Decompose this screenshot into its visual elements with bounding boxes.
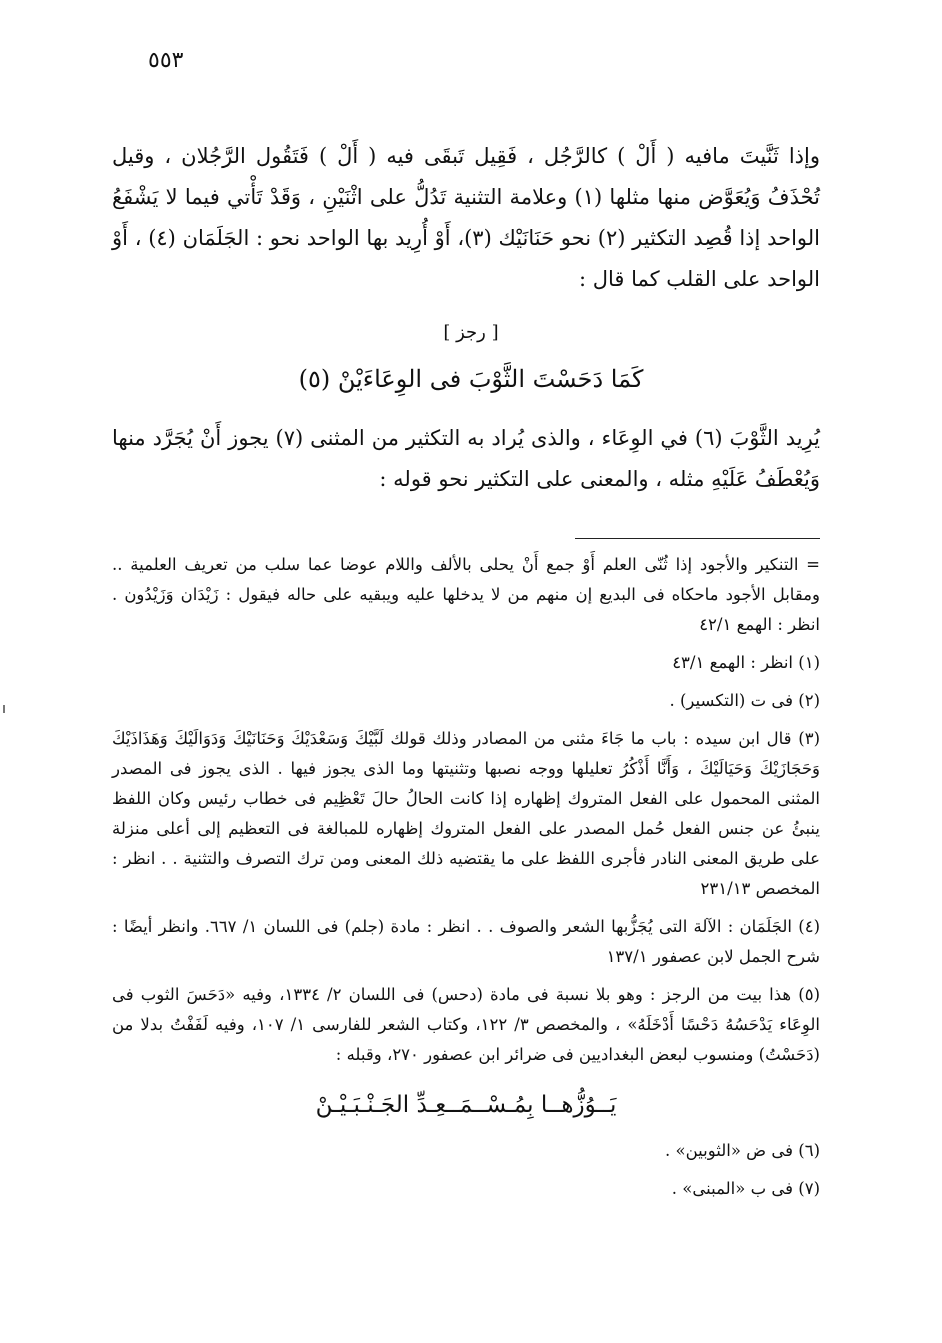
verse-meter-label: [ رجز ] <box>443 322 499 343</box>
main-paragraph-1 <box>112 136 820 300</box>
footnote-4: (٤) الجَلَمَان : الآلة التى يُجَزُّبها الشعر والصوف . . انظر : مادة (جلم) فى اللسان ١/ ٦٦٧. وانظر أيضًا : شرح الجمل لابن عصفور ١٣٧/١ <box>112 917 820 966</box>
main-paragraph-2 <box>112 418 820 500</box>
main-paragraph-1-text: وإذا ثَنَّيتَ مافيه ( أَلْ ) كالرَّجُل ، فَقِيل تَبقَى فيه ( أَلْ ) فَتَقُول الرَّجُلان ، وقيل تُحْذَفُ وَيُعَوَّض منها مثلها (١) وعلامة التثنية تَدُلُّ على اثْنَيْنِ ، وَقَدْ تَأْتي فيما لا يَشْفَعُ الواحد إذا قُصِد التكثير (٢) نحو حَنَانَيْك (٣)، أَوْ أُرِيد بها الواحد نحو : الجَلَمَان (٤) ، أَوْ الواحد على القلب كما قال : <box>112 144 820 291</box>
footnote-2: (٢) فى ت (التكسير) . <box>669 691 820 710</box>
footnote-7: (٧) فى ب «المبنى» . <box>671 1179 820 1198</box>
footnote-5-verse: يَــوُزُّهــا بِمُـسْــمَــعِـدِّ الجَـنْـبَـيْـنْ <box>315 1092 617 1118</box>
footnote-1: (١) انظر : الهمع ٤٣/١ <box>672 653 820 672</box>
page-number: ٥٥٣ <box>148 48 184 73</box>
footnote-5: (٥) هذا بيت من الرجز : وهو بلا نسبة فى مادة (دحس) فى اللسان ٢/ ١٣٣٤، وفيه «دَحَسَ الثوب فى الوِعَاء يَدْحَسُهُ دَحْسًا أَدْخَلَهُ» ، والمخصص ٣/ ١٢٢، وكتاب الشعر للفارسى ١/ ١٠٧، وفيه لَفَفْتُ بدلا من (دَحَسْتُ) ومنسوب لبعض البغداديين فى ضرائر ابن عصفور ٢٧٠، وقبله : <box>112 985 820 1064</box>
margin-mark <box>3 705 5 713</box>
poetry-verse: كَمَا دَحَسْتَ الثَّوْبَ فى الوِعَاءَيْنْ (٥) <box>298 365 644 393</box>
footnote-continuation: = التنكير والأجود إذا ثُنّى العلم أَوْ جمع أَنْ يحلى بالألف واللام عوضا عما سلب من تعريف العلمية .. ومقابل الأجود ماحكاه فى البديع إن منهم من لا يدخلها عليه ويبقيه على حاله فيقول : زَيْدَان وَزَيْدُون . انظر : الهمع ٤٢/١ <box>112 555 820 634</box>
footnotes-section <box>112 550 820 1212</box>
footnote-3: (٣) قال ابن سيده : باب ما جَاءَ مثنى من المصادر وذلك قولك لَبَّيْكَ وَسَعْدَيْكَ وَحَنَانَيْكَ وَدَوَالَيْكَ وَهَذَاذَيْكَ وَحَجَازَيْكَ وَحَيَالَيْكَ ، وَأَنَّا أَذْكُرُ تعليلها ووجه نصبها وتثنيتها وما الذى يجوز فيها . الذى يجوز فى المصدر المثنى المحمول على الفعل المتروك إظهاره إذا كانت الحالُ حالَ تَعْظِيم فى خطاب رئيس وكان اللفظ ينبئُ عن جنس الفعل حُمل المصدر على الفعل المتروك إظهاره للمبالغة فى التعظيم إلى أعلى منزلة على طريق المعنى النادر فأجرى اللفظ على ما يقتضيه ذلك المعنى ومن ترك التصرف والتثنية . . انظر : المخصص ٢٣١/١٣ <box>112 729 820 898</box>
main-paragraph-2-text: يُرِيد الثَّوْبَ (٦) في الوِعَاء ، والذى يُراد به التكثير من المثنى (٧) يجوز أَنْ يُجَرَّد منها وَيُعْطَفُ عَلَيْهِ مثله ، والمعنى على التكثير نحو قوله : <box>112 426 820 491</box>
footnote-divider <box>575 538 820 539</box>
footnote-6: (٦) فى ض «الثوبين» . <box>665 1141 820 1160</box>
